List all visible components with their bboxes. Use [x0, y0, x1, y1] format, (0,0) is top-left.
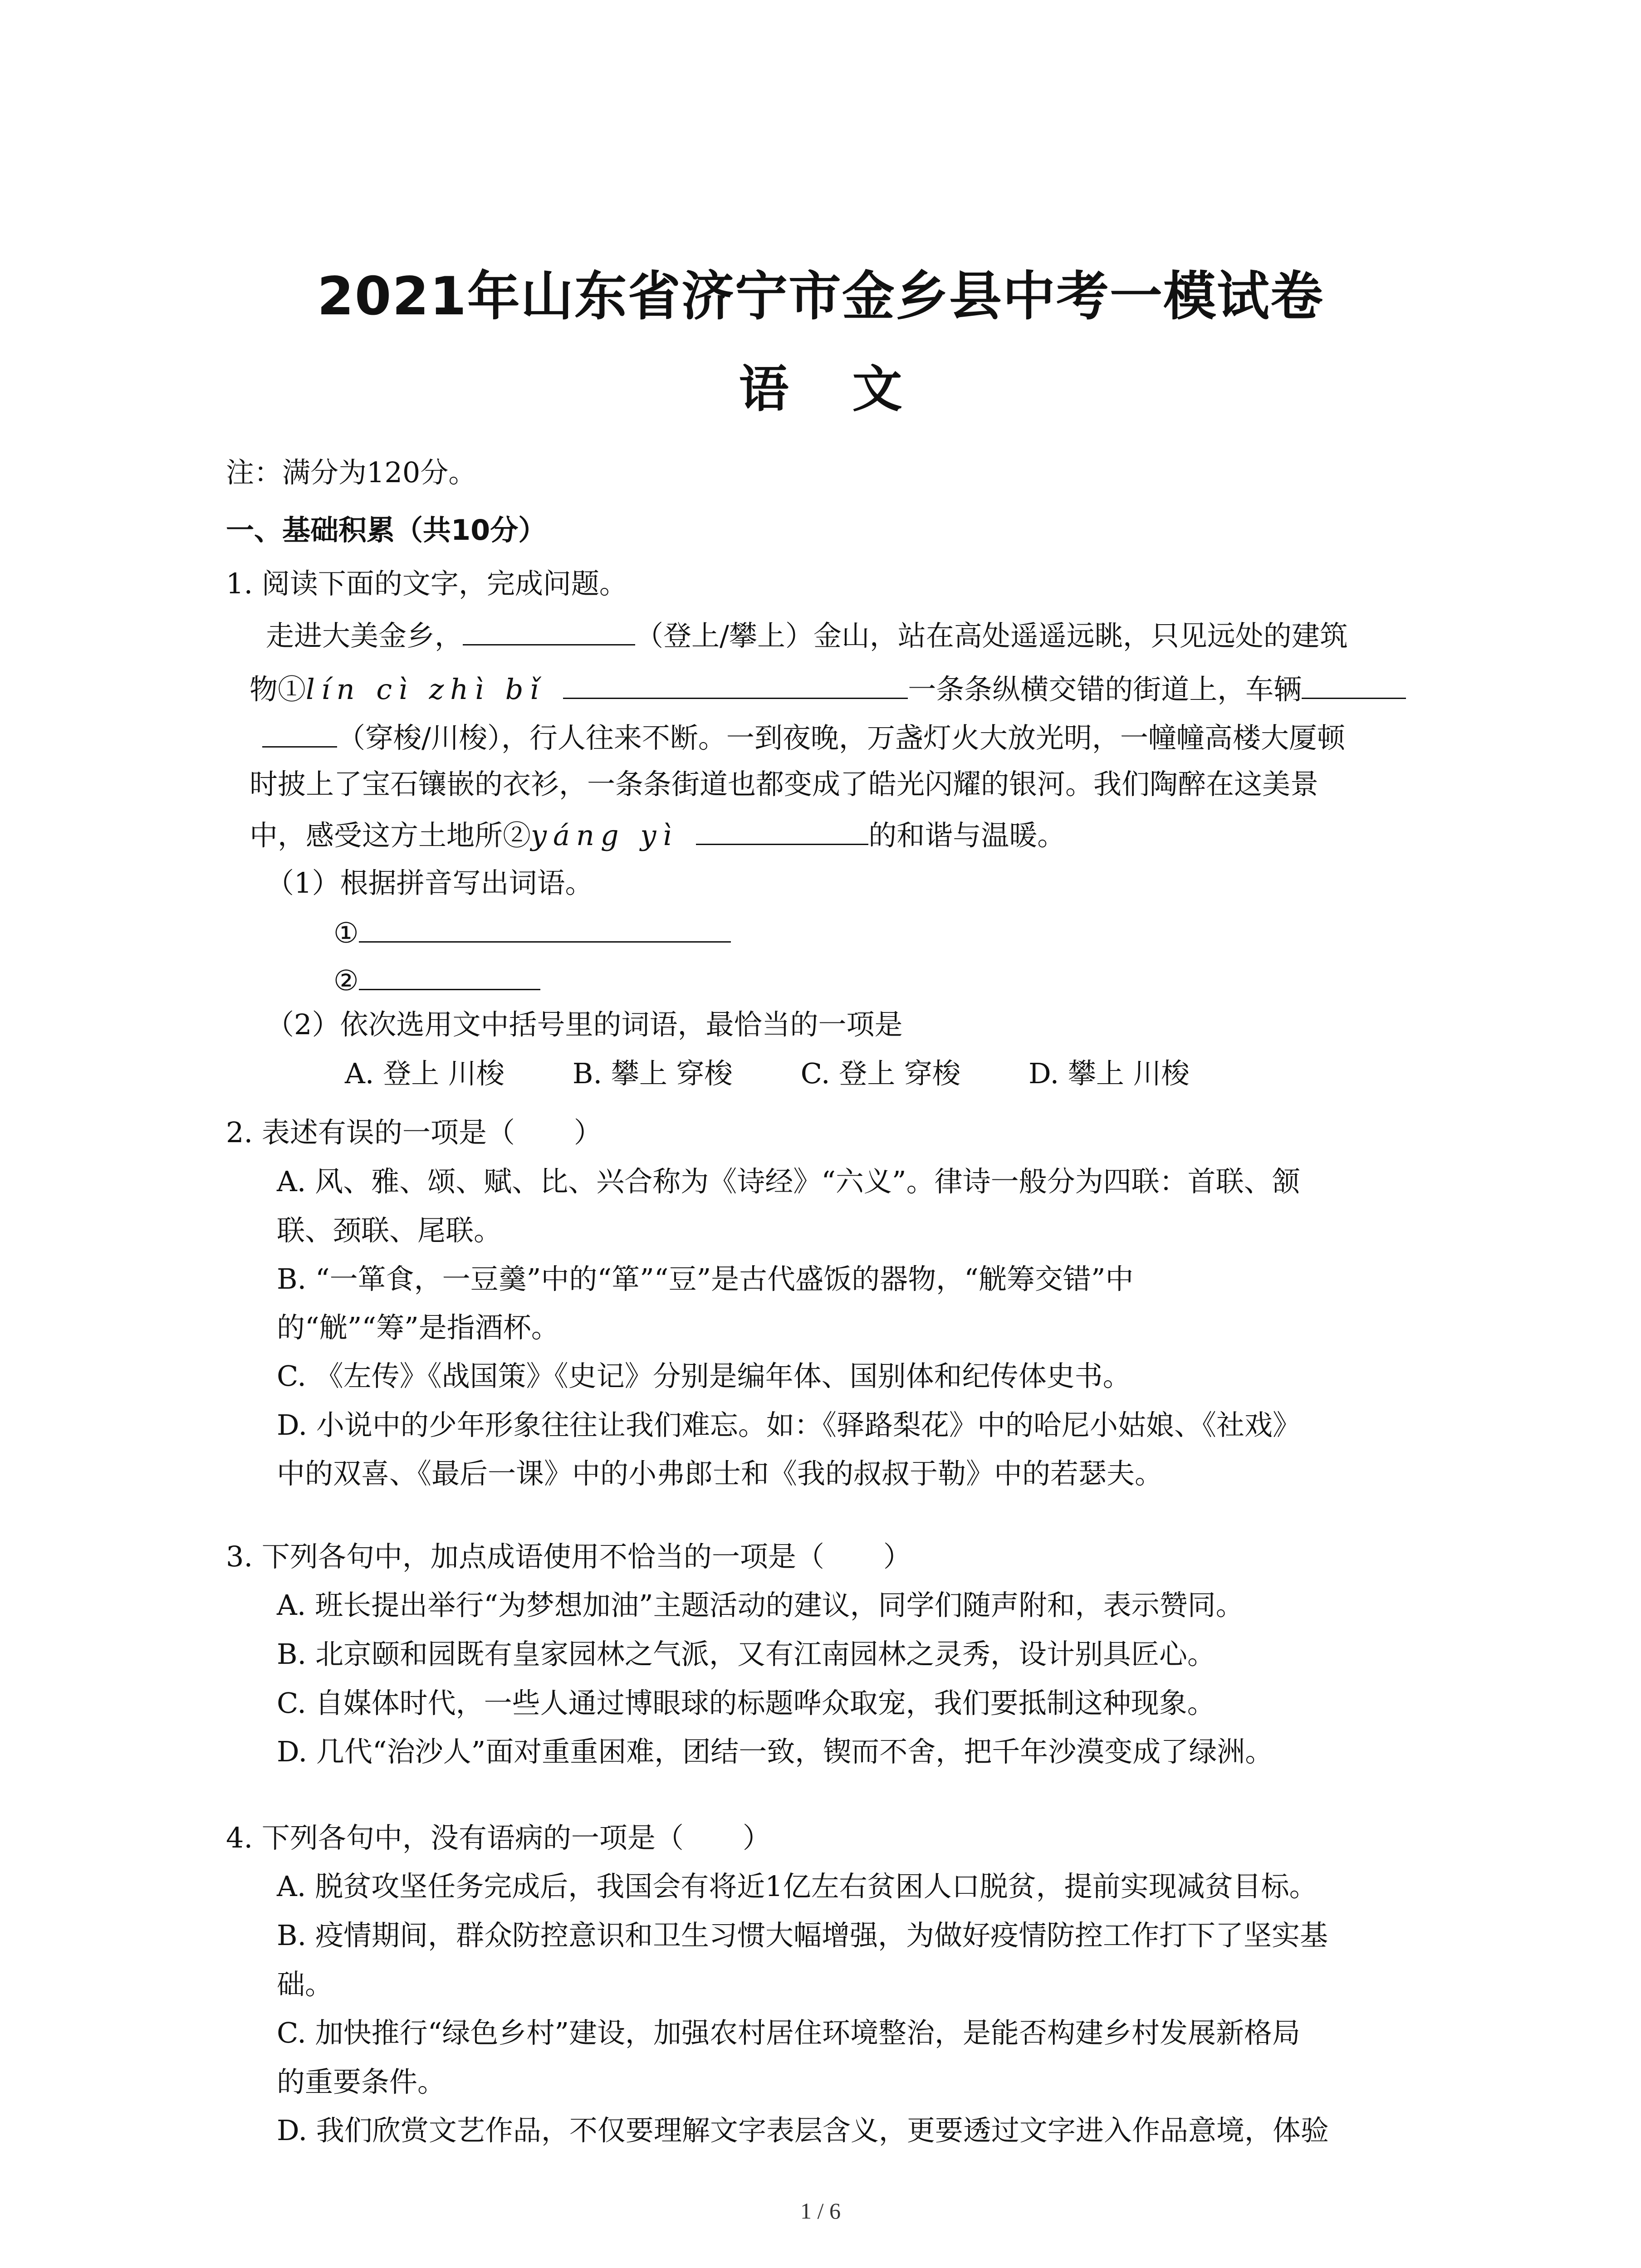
question-3-stem [226, 1540, 911, 1574]
question-2-stem [226, 1116, 602, 1149]
option-d: D. 几代“治沙人”面对重重困难，团结一致，锲而不舍，把千年沙漠变成了绿洲。 [277, 1735, 1274, 1768]
sub-question-1: （1）根据拼音写出词语。 [266, 866, 593, 899]
answer-blank[interactable] [463, 617, 635, 645]
passage-text: 一条条纵横交错的街道上，车辆 [908, 673, 1302, 706]
option-b-cont: 础。 [277, 1968, 333, 2001]
option-b: B. “一箪食，一豆羹”中的“箪”“豆”是古代盛饭的器物，“觥筹交错”中 [277, 1262, 1134, 1295]
answer-line-2 [333, 962, 540, 997]
option-b-cont: 的“觥”“筹”是指酒杯。 [277, 1311, 559, 1344]
option-b: B. 疫情期间，群众防控意识和卫生习惯大幅增强，为做好疫情防控工作打下了坚实基 [277, 1919, 1328, 1952]
passage-text: （穿梭/川梭），行人往来不断。一到夜晚，万盏灯火大放光明，一幢幢高楼大厦顿 [337, 721, 1345, 754]
option-c: C. 自媒体时代，一些人通过博眼球的标题哗众取宠，我们要抵制这种现象。 [277, 1686, 1215, 1720]
stem-text: 3. 下列各句中，加点成语使用不恰当的一项是（ [226, 1540, 824, 1573]
pinyin-text: lín cì zhì bǐ [306, 673, 545, 706]
option-c: C. 加快推行“绿色乡村”建设，加强农村居住环境整治，是能否构建乡村发展新格局 [277, 2016, 1301, 2049]
stem-text: ） [883, 1540, 911, 1573]
passage-text: 中，感受这方土地所② [250, 819, 531, 852]
stem-text: 4. 下列各句中，没有语病的一项是（ [226, 1821, 684, 1854]
option-d: D. 我们欣赏文艺作品，不仅要理解文字表层含义，更要透过文字进入作品意境，体验 [277, 2114, 1329, 2147]
circled-number: ② [333, 964, 359, 997]
option-a: A. 风、雅、颂、赋、比、兴合称为《诗经》“六义”。律诗一般分为四联：首联、颔 [277, 1165, 1300, 1198]
option-c-cont: 的重要条件。 [277, 2065, 446, 2098]
answer-blank[interactable] [359, 962, 540, 990]
score-note: 注：满分为120分。 [226, 456, 477, 489]
option-b: B. 北京颐和园既有皇家园林之气派，又有江南园林之灵秀，设计别具匠心。 [277, 1637, 1215, 1671]
option-d[interactable]: D. 攀上 川梭 [1028, 1057, 1190, 1090]
option-a-cont: 联、颈联、尾联。 [277, 1214, 502, 1247]
question-4-stem [226, 1821, 771, 1855]
stem-text: ） [742, 1821, 771, 1854]
pinyin-text: yáng yì [531, 819, 678, 852]
question-1-options [345, 1057, 1258, 1090]
answer-line-1 [333, 914, 731, 950]
section-heading: 一、基础积累（共10分） [226, 513, 547, 547]
question-1-passage-line [250, 816, 1065, 852]
answer-blank[interactable] [359, 914, 731, 943]
option-b[interactable]: B. 攀上 穿梭 [572, 1057, 733, 1090]
sub-question-2: （2）依次选用文中括号里的词语，最恰当的一项是 [266, 1008, 903, 1041]
option-a: A. 班长提出举行“为梦想加油”主题活动的建议，同学们随声附和，表示赞同。 [277, 1589, 1244, 1622]
option-c: C. 《左传》《战国策》《史记》分别是编年体、国别体和纪传体史书。 [277, 1359, 1131, 1393]
option-d: D. 小说中的少年形象往往让我们难忘。如：《驿路梨花》中的哈尼小姑娘、《社戏》 [277, 1408, 1301, 1442]
passage-text: 物① [250, 673, 306, 706]
option-a[interactable]: A. 登上 川梭 [345, 1057, 505, 1090]
question-1-passage-line [250, 670, 1406, 706]
answer-blank[interactable] [563, 670, 908, 699]
option-d-cont: 中的双喜、《最后一课》中的小弗郎士和《我的叔叔于勒》中的若瑟夫。 [277, 1457, 1163, 1490]
question-1-stem: 1. 阅读下面的文字，完成问题。 [226, 567, 627, 600]
passage-text: 的和谐与温暖。 [868, 819, 1066, 852]
answer-blank[interactable] [696, 816, 868, 845]
subject-title: 语文 [739, 360, 966, 418]
page-number: 1 / 6 [800, 2198, 841, 2224]
exam-title: 2021年山东省济宁市金乡县中考一模试卷 [317, 266, 1324, 327]
passage-text: （登上/攀上）金山，站在高处遥遥远眺，只见远处的建筑 [635, 619, 1348, 652]
question-1-passage-line [262, 719, 1345, 755]
answer-blank[interactable] [262, 719, 337, 748]
circled-number: ① [333, 916, 359, 949]
option-c[interactable]: C. 登上 穿梭 [800, 1057, 960, 1090]
option-a: A. 脱贫攻坚任务完成后，我国会有将近1亿左右贫困人口脱贫，提前实现减贫目标。 [277, 1870, 1318, 1903]
stem-text: ） [573, 1116, 602, 1149]
answer-blank[interactable] [1302, 670, 1406, 699]
question-1-passage-line [266, 617, 1348, 653]
stem-text: 2. 表述有误的一项是（ [226, 1116, 515, 1149]
passage-text: 走进大美金乡， [266, 619, 463, 652]
question-1-passage-line: 时披上了宝石镶嵌的衣衫，一条条街道也都变成了皓光闪耀的银河。我们陶醉在这美景 [250, 767, 1319, 801]
